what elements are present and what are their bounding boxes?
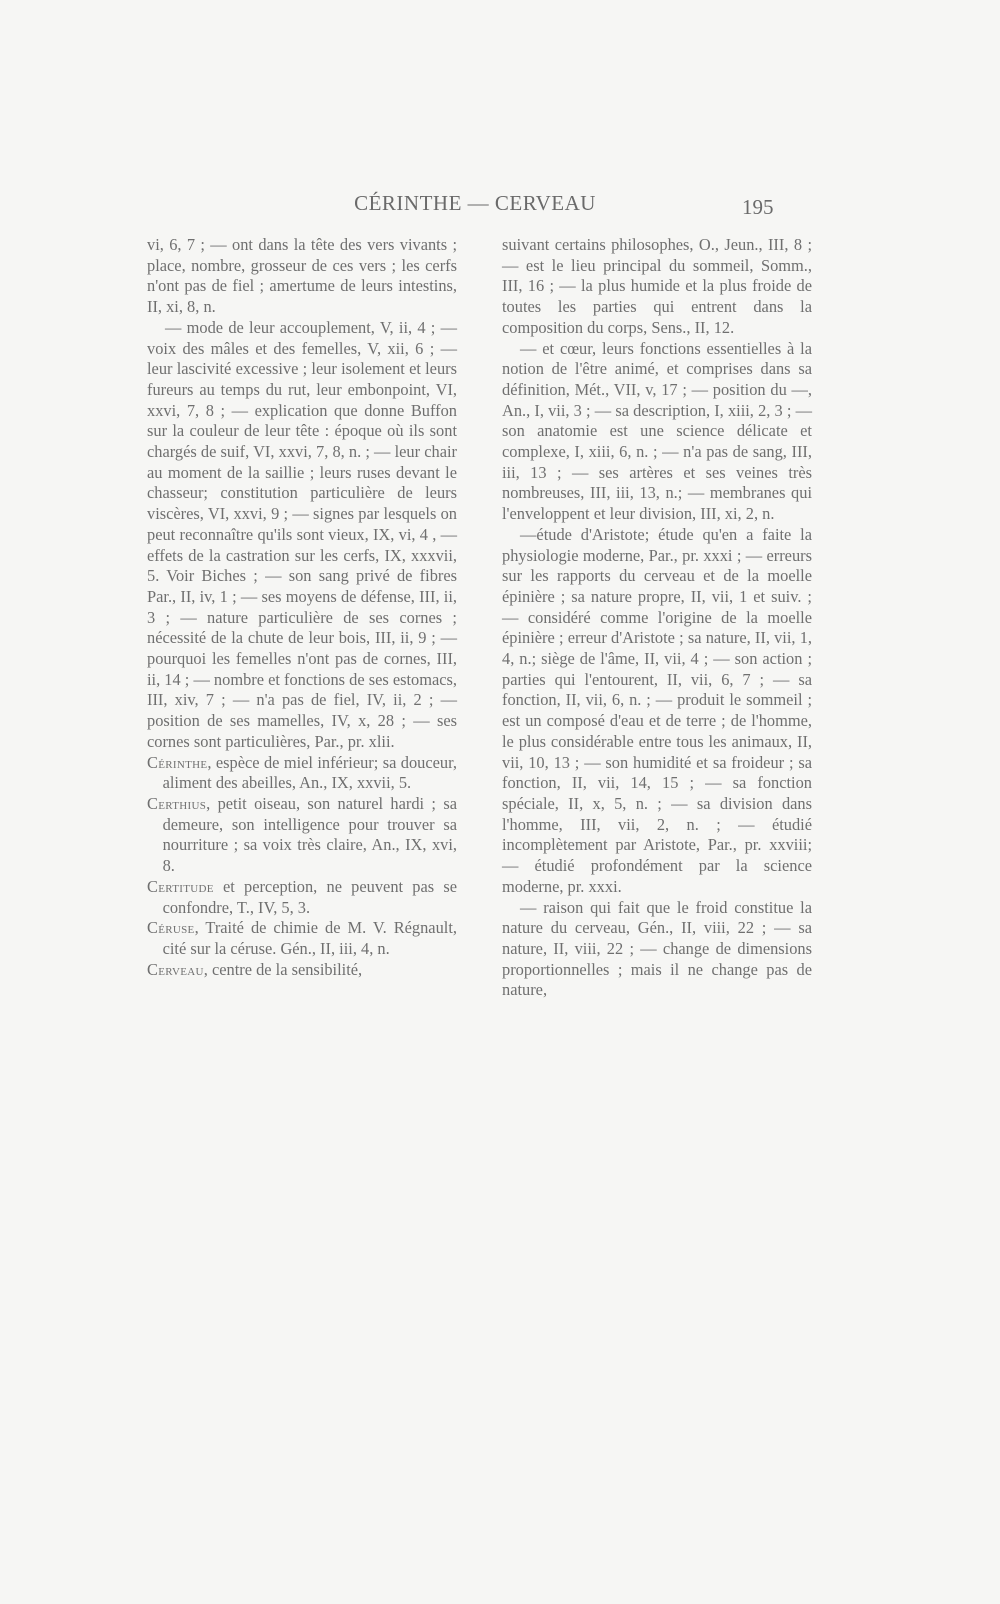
left-column: [147, 235, 457, 980]
right-column: [502, 235, 812, 1001]
entry-headword: Céruse: [147, 918, 195, 938]
entry-text: , centre de la sensibilité,: [203, 959, 363, 979]
paragraph: —étude d'Aristote; étude qu'en a faite la physiologie moderne, Par., pr. xxxi ; — erreurs sur les rapports du cerveau et de la moelle épinière ; sa nature propre, II, vii, 1 et suiv. ; — considéré comme l'origine de la moelle épinière ; erreur d'Aristote ; sa nature, II, vii, 1, 4, n.; siège de l'âme, II, vii, 4 ; — son action ; parties qui l'entourent, II, vii, 6, 7 ; — sa fonction, II, vii, 6, n. ; — produit le sommeil ; est un composé d'eau et de terre ; de l'homme, le plus considérable entre tous les animaux, II, vii, 10, 13 ; — son humidité et sa froideur ; sa fonction, II, vii, 14, 15 ; — sa fonction spéciale, II, x, 5, n. ; — sa division dans l'homme, III, vii, 2, n. ; — étudié incomplètement par Aristote, Par., pr. xxviii; — étudié profondément par la science moderne, pr. xxxi.: [502, 524, 812, 896]
entry-text: , petit oiseau, son naturel hardi ; sa demeure, son intelligence pour trouver sa nourriture ; sa voix très claire, An., IX, xvi, 8.: [162, 793, 457, 876]
entry-headword: Certitude: [147, 876, 214, 896]
entry-headword: Cérinthe: [147, 752, 208, 772]
running-header: CÉRINTHE — CERVEAU: [354, 191, 596, 215]
index-entry-cerveau: [147, 960, 457, 981]
paragraph: — raison qui fait que le froid constitue la nature du cerveau, Gén., II, viii, 22 ; — sa nature, II, viii, 22 ; — change de dimensions proportionnelles ; mais il ne change pas de nature,: [502, 897, 812, 1000]
entry-text: , Traité de chimie de M. V. Régnault, cité sur la céruse. Gén., II, iii, 4, n.: [162, 918, 457, 958]
entry-text: , espèce de miel inférieur; sa douceur, aliment des abeilles, An., IX, xxvii, 5.: [162, 752, 457, 793]
page-number: 195: [742, 195, 774, 219]
index-entry-ceruse: [147, 918, 457, 959]
paragraph: — mode de leur accouplement, V, ii, 4 ; — voix des mâles et des femelles, V, xii, 6 ; — leur lascivité excessive ; leur isolement et leurs fureurs au temps du rut, leur embonpoint, VI, xxvi, 7, 8 ; — explication que donne Buffon sur la couleur de leur tête : époque où ils sont chargés de suif, VI, xxvi, 7, 8, n. ; — leur chair au moment de la saillie ; leurs ruses devant le chasseur; constitution particulière de leurs viscères, VI, xxvi, 9 ; — signes par lesquels on peut reconnaître qu'ils sont vieux, IX, vi, 4 , — effets de la castration sur les cerfs, IX, xxxvii, 5. Voir Biches ; — son sang privé de fibres Par., II, iv, 1 ; — ses moyens de défense, III, ii, 3 ; — nature particulière de ses cornes ; nécessité de la chute de leur bois, III, ii, 9 ; — pourquoi les femelles n'ont pas de cornes, III, ii, 14 ; — nombre et fonctions de ses estomacs, III, xiv, 7 ; — n'a pas de fiel, IV, ii, 2 ; — position de ses mamelles, IV, x, 28 ; — ses cornes sont particulières, Par., pr. xlii.: [147, 317, 457, 751]
paragraph-continuation: suivant certains philosophes, O., Jeun., III, 8 ; — est le lieu principal du sommeil, Somm., III, 16 ; — la plus humide et la plus froide de toutes les parties qui entrent dans la composition du corps, Sens., II, 12.: [502, 235, 812, 337]
paragraph-continuation: vi, 6, 7 ; — ont dans la tête des vers vivants ; place, nombre, grosseur de ces vers ; les cerfs n'ont pas de fiel ; amertume de leurs intestins, II, xi, 8, n.: [147, 235, 457, 317]
index-entry-cerinthe: [147, 753, 457, 794]
entry-headword: Certhius: [147, 793, 207, 813]
entry-text: et perception, ne peuvent pas se confondre, T., IV, 5, 3.: [162, 876, 457, 917]
paragraph: — et cœur, leurs fonctions essentielles à la notion de l'être animé, et comprises dans sa définition, Mét., VII, v, 17 ; — position du —, An., I, vii, 3 ; — sa description, I, xiii, 2, 3 ; — son anatomie est une science délicate et complexe, I, xiii, 6, n. ; — n'a pas de sang, III, iii, 13 ; — ses artères et ses veines très nombreuses, III, iii, 13, n.; — membranes qui l'enveloppent et leur division, III, xi, 2, n.: [502, 338, 812, 524]
index-entry-certitude: [147, 877, 457, 918]
index-entry-certhius: [147, 794, 457, 877]
entry-headword: Cerveau: [147, 959, 204, 979]
